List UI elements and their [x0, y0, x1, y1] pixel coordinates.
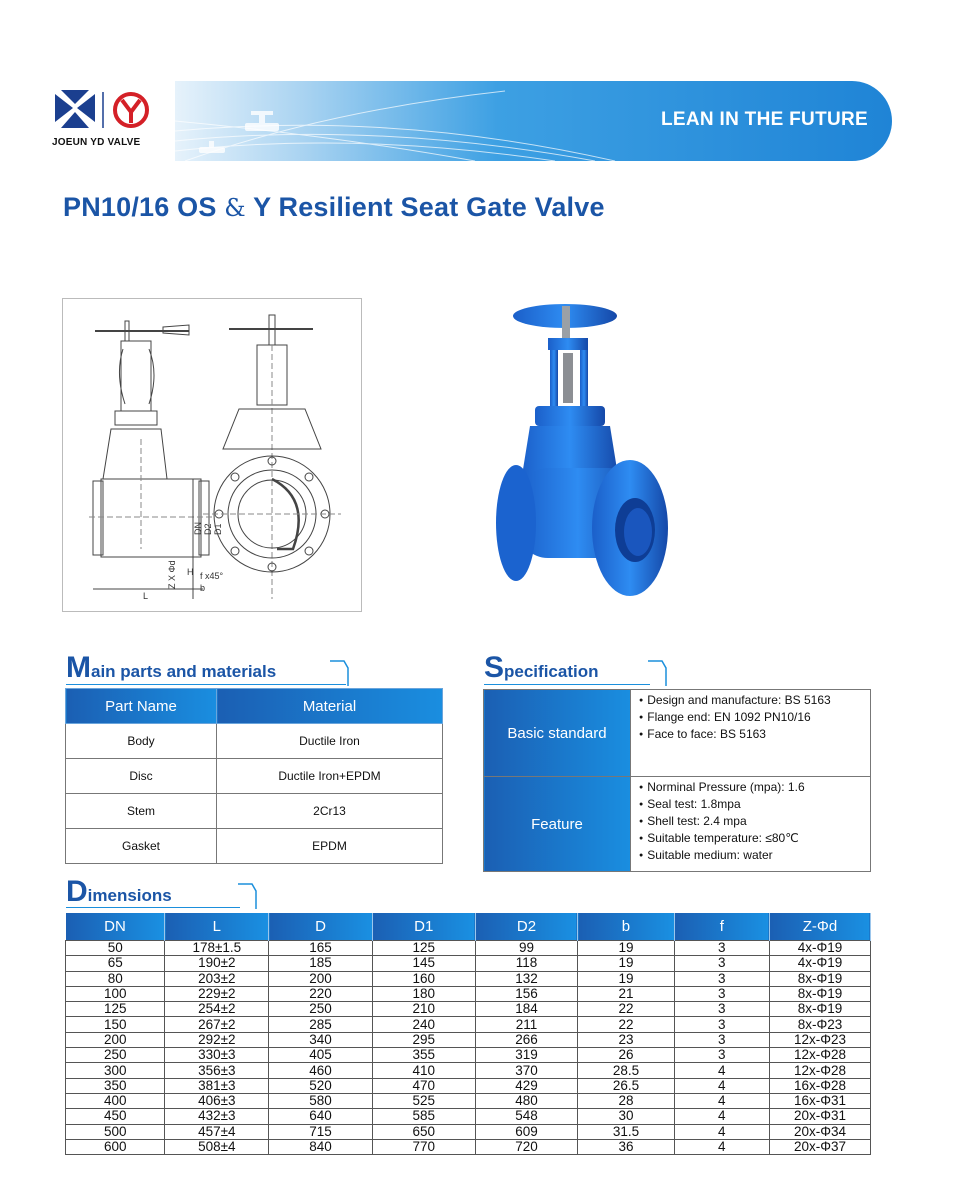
- table-row: [66, 1017, 871, 1032]
- table-cell: 200: [269, 971, 373, 986]
- table-cell: 8x-Φ19: [769, 1002, 870, 1017]
- basic-standard-label: Basic standard: [484, 690, 631, 777]
- feature-label: Feature: [484, 777, 631, 872]
- technical-drawing: [62, 298, 362, 612]
- table-cell: 3: [674, 1032, 769, 1047]
- table-cell: 178±1.5: [165, 941, 269, 956]
- table-cell: 12x-Φ23: [769, 1032, 870, 1047]
- col-header: Z-Φd: [769, 913, 870, 941]
- table-cell: 4: [674, 1124, 769, 1139]
- table-cell: 185: [269, 956, 373, 971]
- table-cell: 350: [66, 1078, 165, 1093]
- table-cell: 3: [674, 956, 769, 971]
- header-banner: [175, 81, 892, 161]
- table-cell: 640: [269, 1109, 373, 1124]
- table-cell: 508±4: [165, 1139, 269, 1154]
- table-cell: 36: [578, 1139, 674, 1154]
- table-cell: 480: [475, 1093, 578, 1108]
- table-cell: 20x-Φ37: [769, 1139, 870, 1154]
- table-row: [66, 1002, 871, 1017]
- table-cell: 184: [475, 1002, 578, 1017]
- table-cell: 3: [674, 1017, 769, 1032]
- label-d1: D1: [213, 523, 223, 535]
- label-b: b: [200, 583, 206, 593]
- table-row: Gasket EPDM: [66, 829, 443, 864]
- table-cell: 165: [269, 941, 373, 956]
- table-cell: 16x-Φ28: [769, 1078, 870, 1093]
- table-cell: 65: [66, 956, 165, 971]
- table-cell: 28.5: [578, 1063, 674, 1078]
- table-cell: 3: [674, 971, 769, 986]
- table-cell: 4: [674, 1109, 769, 1124]
- table-cell: 4x-Φ19: [769, 941, 870, 956]
- valve-silhouette-icon: [199, 111, 279, 153]
- yd-logo-icon: [115, 94, 147, 126]
- table-cell: 118: [475, 956, 578, 971]
- table-cell: 406±3: [165, 1093, 269, 1108]
- logo-mark-icon: [55, 90, 95, 128]
- table-cell: 19: [578, 971, 674, 986]
- table-cell: 8x-Φ19: [769, 986, 870, 1001]
- table-cell: 840: [269, 1139, 373, 1154]
- table-row: [66, 1063, 871, 1078]
- label-l: L: [143, 591, 149, 601]
- table-cell: 22: [578, 1017, 674, 1032]
- table-cell: 8x-Φ23: [769, 1017, 870, 1032]
- table-cell: 200: [66, 1032, 165, 1047]
- col-header: DN: [66, 913, 165, 941]
- title-ampersand: &: [224, 194, 246, 222]
- basic-standard-values: ● Design and manufacture: BS 5163 ● Flange end: EN 1092 PN10/16 ● Face to face: BS 5163: [631, 690, 871, 777]
- col-material: Material: [217, 689, 443, 724]
- table-cell: 20x-Φ31: [769, 1109, 870, 1124]
- table-cell: 285: [269, 1017, 373, 1032]
- table-cell: 381±3: [165, 1078, 269, 1093]
- heading-corner-icon: [648, 660, 668, 686]
- table-cell: 295: [372, 1032, 475, 1047]
- table-row: [484, 690, 871, 777]
- table-cell: 4: [674, 1063, 769, 1078]
- table-row: [66, 1139, 871, 1154]
- table-cell: 520: [269, 1078, 373, 1093]
- table-cell: 319: [475, 1048, 578, 1063]
- label-zd: Z X Φd: [167, 560, 177, 589]
- table-cell: 16x-Φ31: [769, 1093, 870, 1108]
- table-cell: 300: [66, 1063, 165, 1078]
- table-cell: 220: [269, 986, 373, 1001]
- table-cell: 8x-Φ19: [769, 971, 870, 986]
- table-row: Body Ductile Iron: [66, 724, 443, 759]
- table-cell: 450: [66, 1109, 165, 1124]
- table-cell: 145: [372, 956, 475, 971]
- col-header: L: [165, 913, 269, 941]
- col-header: f: [674, 913, 769, 941]
- table-cell: 3: [674, 941, 769, 956]
- table-cell: 254±2: [165, 1002, 269, 1017]
- table-cell: 28: [578, 1093, 674, 1108]
- table-cell: 330±3: [165, 1048, 269, 1063]
- main-parts-divider: [66, 684, 346, 685]
- table-cell: 30: [578, 1109, 674, 1124]
- table-cell: 525: [372, 1093, 475, 1108]
- table-cell: 585: [372, 1109, 475, 1124]
- col-header: D2: [475, 913, 578, 941]
- table-row: [66, 1048, 871, 1063]
- table-cell: 356±3: [165, 1063, 269, 1078]
- main-parts-table: [65, 688, 443, 864]
- table-cell: 340: [269, 1032, 373, 1047]
- page-title: [63, 192, 605, 223]
- dimensions-heading: Dimensions: [66, 875, 172, 908]
- feature-values: ● Norminal Pressure (mpa): 1.6 ● Seal test: 1.8mpa ● Shell test: 2.4 mpa ● Suitable temperature: ≤80℃ ● Suitable medium: water: [631, 777, 871, 872]
- table-row: [66, 986, 871, 1001]
- table-cell: 250: [66, 1048, 165, 1063]
- brand-name: JOEUN YD VALVE: [52, 137, 141, 148]
- table-cell: 292±2: [165, 1032, 269, 1047]
- table-cell: 50: [66, 941, 165, 956]
- dimensions-table: [65, 913, 871, 1155]
- table-cell: 410: [372, 1063, 475, 1078]
- table-cell: 125: [372, 941, 475, 956]
- heading-corner-icon: [238, 883, 258, 909]
- title-part2: Y Resilient Seat Gate Valve: [253, 192, 605, 222]
- col-header: b: [578, 913, 674, 941]
- table-row: [66, 1109, 871, 1124]
- table-cell: 267±2: [165, 1017, 269, 1032]
- table-cell: 715: [269, 1124, 373, 1139]
- label-h: H: [187, 567, 194, 577]
- table-cell: 150: [66, 1017, 165, 1032]
- table-row: Disc Ductile Iron+EPDM: [66, 759, 443, 794]
- table-cell: 190±2: [165, 956, 269, 971]
- table-cell: 19: [578, 956, 674, 971]
- table-cell: 3: [674, 986, 769, 1001]
- specification-heading: Specification: [484, 651, 599, 684]
- table-row: [484, 777, 871, 872]
- table-cell: 4: [674, 1139, 769, 1154]
- table-cell: 400: [66, 1093, 165, 1108]
- table-row: [66, 956, 871, 971]
- table-cell: 432±3: [165, 1109, 269, 1124]
- table-cell: 4: [674, 1093, 769, 1108]
- table-cell: 26: [578, 1048, 674, 1063]
- table-cell: 12x-Φ28: [769, 1048, 870, 1063]
- table-cell: 405: [269, 1048, 373, 1063]
- table-cell: 180: [372, 986, 475, 1001]
- table-row: [66, 1032, 871, 1047]
- table-cell: 31.5: [578, 1124, 674, 1139]
- table-cell: 250: [269, 1002, 373, 1017]
- col-header: D1: [372, 913, 475, 941]
- table-cell: 203±2: [165, 971, 269, 986]
- table-cell: 470: [372, 1078, 475, 1093]
- table-cell: 80: [66, 971, 165, 986]
- table-cell: 4: [674, 1078, 769, 1093]
- table-cell: 460: [269, 1063, 373, 1078]
- table-cell: 429: [475, 1078, 578, 1093]
- label-fx: f x45°: [200, 571, 224, 581]
- table-cell: 600: [66, 1139, 165, 1154]
- table-cell: 211: [475, 1017, 578, 1032]
- table-cell: 4x-Φ19: [769, 956, 870, 971]
- table-cell: 500: [66, 1124, 165, 1139]
- table-cell: 720: [475, 1139, 578, 1154]
- product-photo: [480, 298, 680, 618]
- label-d2: D2: [203, 523, 213, 535]
- table-cell: 19: [578, 941, 674, 956]
- main-parts-heading: Main parts and materials: [66, 651, 277, 684]
- table-cell: 548: [475, 1109, 578, 1124]
- table-cell: 125: [66, 1002, 165, 1017]
- table-cell: 240: [372, 1017, 475, 1032]
- table-cell: 156: [475, 986, 578, 1001]
- table-cell: 160: [372, 971, 475, 986]
- table-cell: 580: [269, 1093, 373, 1108]
- table-cell: 132: [475, 971, 578, 986]
- table-cell: 12x-Φ28: [769, 1063, 870, 1078]
- col-header: D: [269, 913, 373, 941]
- title-part1: PN10/16 OS: [63, 192, 217, 222]
- specification-table: [483, 689, 871, 872]
- dimensions-divider: [66, 907, 240, 908]
- table-cell: 22: [578, 1002, 674, 1017]
- table-row: Stem 2Cr13: [66, 794, 443, 829]
- table-cell: 100: [66, 986, 165, 1001]
- heading-corner-icon: [330, 660, 350, 686]
- table-cell: 457±4: [165, 1124, 269, 1139]
- table-cell: 3: [674, 1048, 769, 1063]
- table-cell: 23: [578, 1032, 674, 1047]
- table-cell: 20x-Φ34: [769, 1124, 870, 1139]
- table-cell: 26.5: [578, 1078, 674, 1093]
- table-row: [66, 971, 871, 986]
- tagline: LEAN IN THE FUTURE: [660, 109, 868, 130]
- table-cell: 21: [578, 986, 674, 1001]
- table-cell: 99: [475, 941, 578, 956]
- table-row: [66, 1078, 871, 1093]
- table-cell: 609: [475, 1124, 578, 1139]
- specification-divider: [484, 684, 650, 685]
- label-dn: DN: [193, 522, 203, 535]
- table-cell: 210: [372, 1002, 475, 1017]
- table-row: [66, 1093, 871, 1108]
- table-cell: 650: [372, 1124, 475, 1139]
- table-cell: 229±2: [165, 986, 269, 1001]
- table-cell: 266: [475, 1032, 578, 1047]
- table-cell: 355: [372, 1048, 475, 1063]
- table-cell: 3: [674, 1002, 769, 1017]
- table-row: [66, 1124, 871, 1139]
- table-row: [66, 941, 871, 956]
- table-cell: 370: [475, 1063, 578, 1078]
- col-part-name: Part Name: [66, 689, 217, 724]
- table-cell: 770: [372, 1139, 475, 1154]
